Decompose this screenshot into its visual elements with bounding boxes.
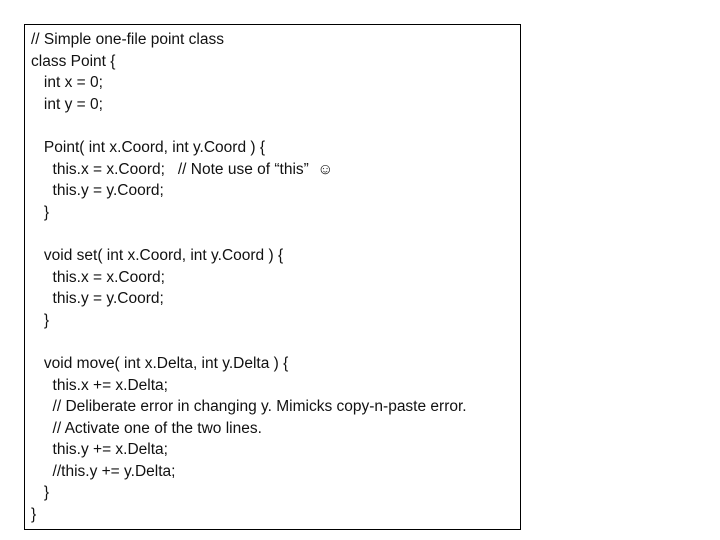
- code-line: int x = 0;: [31, 74, 103, 92]
- code-line: [31, 331, 467, 353]
- code-listing-box: [24, 24, 521, 530]
- code-lines: [31, 29, 467, 526]
- code-line: }: [31, 311, 50, 329]
- code-line: this.x += x.Delta;: [31, 376, 168, 394]
- code-line: void set( int x.Coord, int y.Coord ) {: [31, 246, 284, 264]
- code-line: this.y += x.Delta;: [31, 441, 168, 459]
- code-line: class Point {: [31, 52, 116, 70]
- code-line: // Simple one-file point class: [31, 31, 224, 48]
- code-line: int y = 0;: [31, 95, 103, 113]
- code-line: this.x = x.Coord;: [31, 268, 165, 286]
- code-line: }: [31, 203, 50, 221]
- code-line: this.y = y.Coord;: [31, 290, 164, 308]
- code-line: //this.y += y.Delta;: [31, 462, 176, 480]
- code-line: // Deliberate error in changing y. Mimicks copy-n-paste error.: [31, 398, 467, 416]
- code-line: [31, 115, 467, 137]
- code-line: // Activate one of the two lines.: [31, 419, 262, 437]
- code-line: void move( int x.Delta, int y.Delta ) {: [31, 354, 289, 372]
- code-line: }: [31, 484, 50, 502]
- code-line: }: [31, 506, 37, 524]
- code-line: Point( int x.Coord, int y.Coord ) {: [31, 138, 266, 156]
- code-line: [31, 223, 467, 245]
- code-line: this.x = x.Coord; // Note use of “this” ☺: [31, 160, 334, 178]
- code-line: this.y = y.Coord;: [31, 182, 164, 200]
